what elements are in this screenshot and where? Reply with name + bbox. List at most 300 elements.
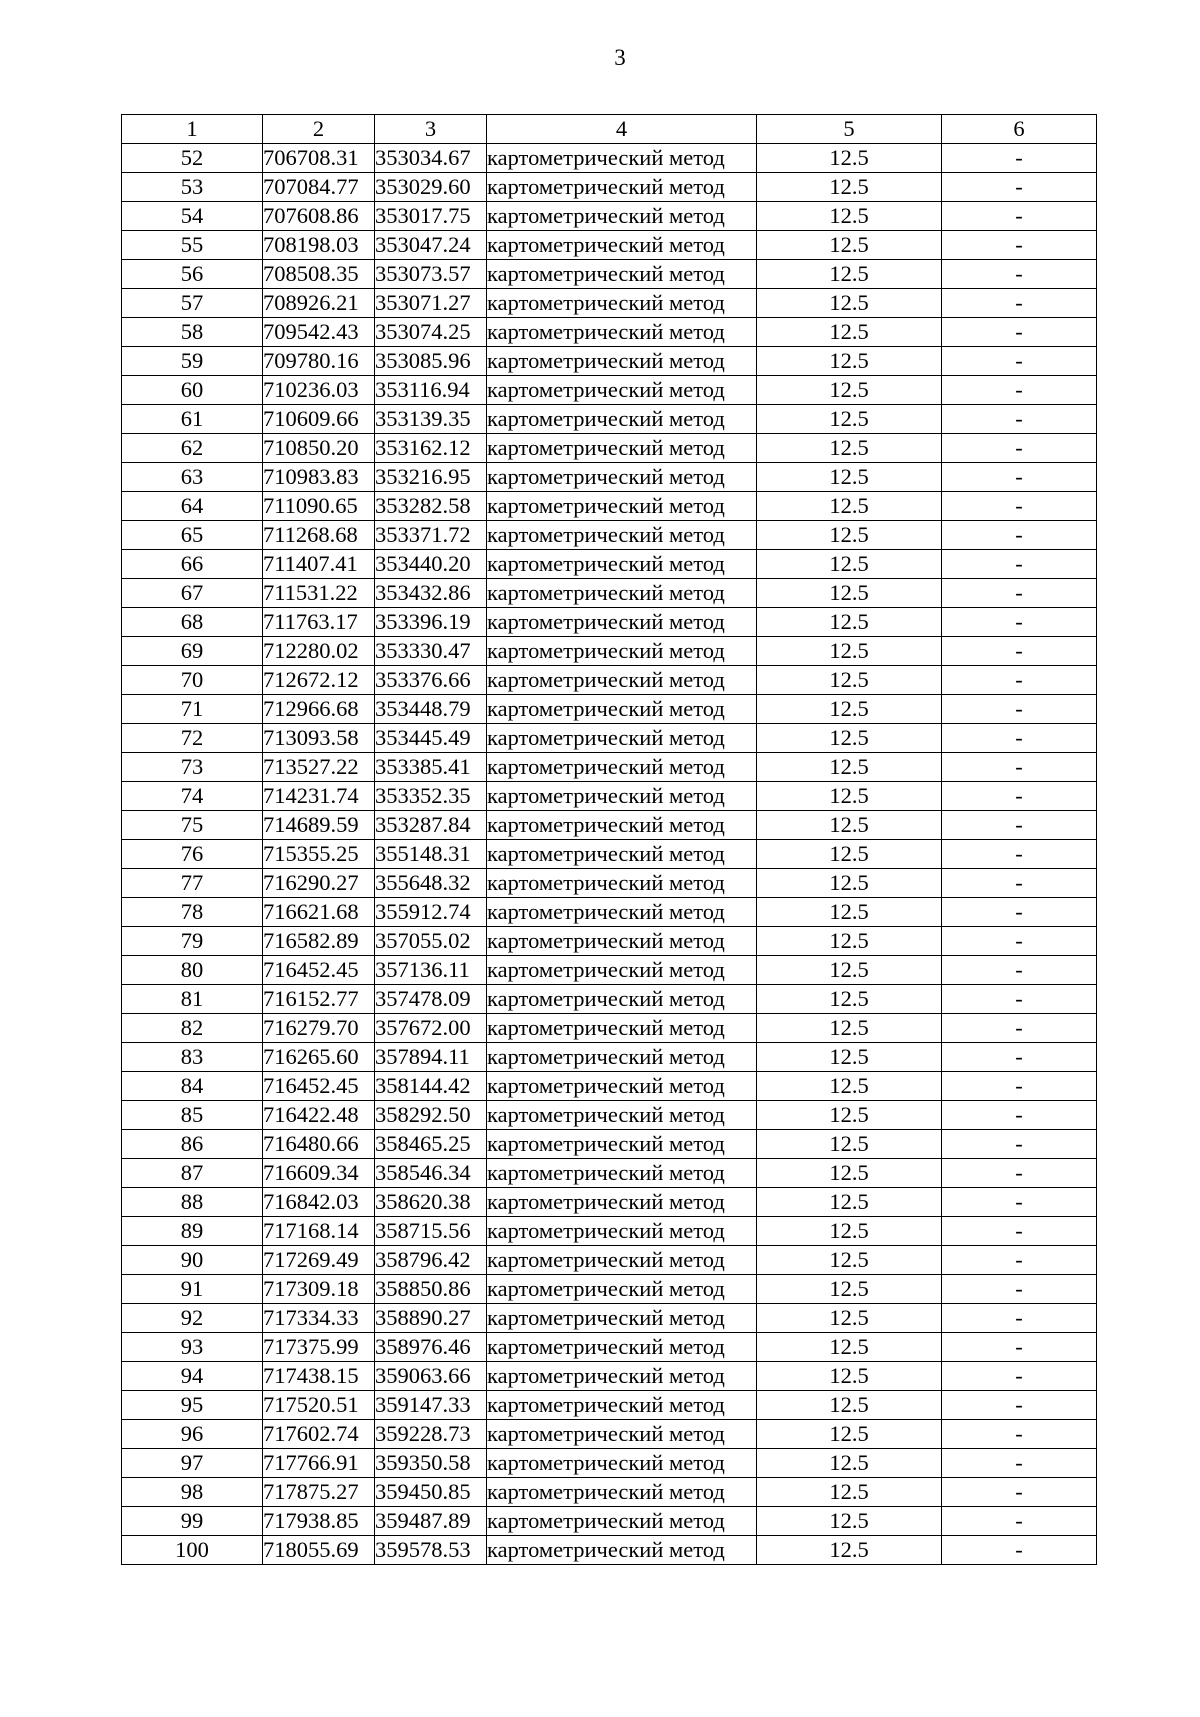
method-cell: картометрический метод <box>487 376 757 405</box>
x-coordinate-cell: 711268.68 <box>263 521 375 550</box>
accuracy-cell: 12.5 <box>757 1159 942 1188</box>
table-row <box>122 840 1097 869</box>
note-cell: - <box>942 1333 1097 1362</box>
accuracy-cell: 12.5 <box>757 782 942 811</box>
y-coordinate-cell: 353017.75 <box>375 202 487 231</box>
x-coordinate-cell: 712672.12 <box>263 666 375 695</box>
accuracy-cell: 12.5 <box>757 1217 942 1246</box>
y-coordinate-cell: 357478.09 <box>375 985 487 1014</box>
y-coordinate-cell: 353139.35 <box>375 405 487 434</box>
y-coordinate-cell: 358796.42 <box>375 1246 487 1275</box>
y-coordinate-cell: 353216.95 <box>375 463 487 492</box>
note-cell: - <box>942 1507 1097 1536</box>
method-cell: картометрический метод <box>487 1478 757 1507</box>
table-row <box>122 260 1097 289</box>
point-number-cell: 75 <box>122 811 263 840</box>
accuracy-cell: 12.5 <box>757 1391 942 1420</box>
x-coordinate-cell: 717269.49 <box>263 1246 375 1275</box>
accuracy-cell: 12.5 <box>757 231 942 260</box>
x-coordinate-cell: 710236.03 <box>263 376 375 405</box>
accuracy-cell: 12.5 <box>757 1188 942 1217</box>
x-coordinate-cell: 714231.74 <box>263 782 375 811</box>
x-coordinate-cell: 714689.59 <box>263 811 375 840</box>
header-cell-4: 4 <box>487 115 757 144</box>
accuracy-cell: 12.5 <box>757 1449 942 1478</box>
table-row <box>122 695 1097 724</box>
table-row <box>122 1014 1097 1043</box>
method-cell: картометрический метод <box>487 753 757 782</box>
method-cell: картометрический метод <box>487 579 757 608</box>
table-row <box>122 1043 1097 1072</box>
y-coordinate-cell: 353073.57 <box>375 260 487 289</box>
x-coordinate-cell: 711407.41 <box>263 550 375 579</box>
y-coordinate-cell: 358850.86 <box>375 1275 487 1304</box>
table-row <box>122 1507 1097 1536</box>
note-cell: - <box>942 1275 1097 1304</box>
x-coordinate-cell: 717375.99 <box>263 1333 375 1362</box>
note-cell: - <box>942 1420 1097 1449</box>
y-coordinate-cell: 359578.53 <box>375 1536 487 1565</box>
method-cell: картометрический метод <box>487 1391 757 1420</box>
note-cell: - <box>942 1043 1097 1072</box>
point-number-cell: 71 <box>122 695 263 724</box>
note-cell: - <box>942 405 1097 434</box>
note-cell: - <box>942 840 1097 869</box>
accuracy-cell: 12.5 <box>757 1043 942 1072</box>
point-number-cell: 73 <box>122 753 263 782</box>
y-coordinate-cell: 353445.49 <box>375 724 487 753</box>
table-row <box>122 1420 1097 1449</box>
x-coordinate-cell: 717766.91 <box>263 1449 375 1478</box>
page-number: 3 <box>614 45 626 70</box>
method-cell: картометрический метод <box>487 492 757 521</box>
method-cell: картометрический метод <box>487 666 757 695</box>
header-cell-6: 6 <box>942 115 1097 144</box>
accuracy-cell: 12.5 <box>757 347 942 376</box>
point-number-cell: 52 <box>122 144 263 173</box>
x-coordinate-cell: 716422.48 <box>263 1101 375 1130</box>
point-number-cell: 82 <box>122 1014 263 1043</box>
table-row <box>122 724 1097 753</box>
point-number-cell: 62 <box>122 434 263 463</box>
accuracy-cell: 12.5 <box>757 869 942 898</box>
point-number-cell: 66 <box>122 550 263 579</box>
note-cell: - <box>942 811 1097 840</box>
accuracy-cell: 12.5 <box>757 956 942 985</box>
x-coordinate-cell: 717938.85 <box>263 1507 375 1536</box>
x-coordinate-cell: 716152.77 <box>263 985 375 1014</box>
point-number-cell: 91 <box>122 1275 263 1304</box>
y-coordinate-cell: 358715.56 <box>375 1217 487 1246</box>
point-number-cell: 54 <box>122 202 263 231</box>
y-coordinate-cell: 353352.35 <box>375 782 487 811</box>
point-number-cell: 85 <box>122 1101 263 1130</box>
table-row <box>122 202 1097 231</box>
table-row <box>122 1072 1097 1101</box>
note-cell: - <box>942 1391 1097 1420</box>
table-row <box>122 869 1097 898</box>
note-cell: - <box>942 521 1097 550</box>
note-cell: - <box>942 144 1097 173</box>
note-cell: - <box>942 1101 1097 1130</box>
y-coordinate-cell: 357136.11 <box>375 956 487 985</box>
y-coordinate-cell: 353282.58 <box>375 492 487 521</box>
point-number-cell: 97 <box>122 1449 263 1478</box>
x-coordinate-cell: 715355.25 <box>263 840 375 869</box>
note-cell: - <box>942 318 1097 347</box>
note-cell: - <box>942 956 1097 985</box>
x-coordinate-cell: 707608.86 <box>263 202 375 231</box>
method-cell: картометрический метод <box>487 1536 757 1565</box>
x-coordinate-cell: 717520.51 <box>263 1391 375 1420</box>
point-number-cell: 55 <box>122 231 263 260</box>
point-number-cell: 56 <box>122 260 263 289</box>
accuracy-cell: 12.5 <box>757 521 942 550</box>
y-coordinate-cell: 355148.31 <box>375 840 487 869</box>
x-coordinate-cell: 708508.35 <box>263 260 375 289</box>
table-row <box>122 144 1097 173</box>
method-cell: картометрический метод <box>487 1304 757 1333</box>
point-number-cell: 77 <box>122 869 263 898</box>
accuracy-cell: 12.5 <box>757 1101 942 1130</box>
table-header <box>122 115 1097 144</box>
x-coordinate-cell: 709542.43 <box>263 318 375 347</box>
point-number-cell: 59 <box>122 347 263 376</box>
y-coordinate-cell: 357894.11 <box>375 1043 487 1072</box>
accuracy-cell: 12.5 <box>757 666 942 695</box>
x-coordinate-cell: 710850.20 <box>263 434 375 463</box>
note-cell: - <box>942 1130 1097 1159</box>
method-cell: картометрический метод <box>487 173 757 202</box>
y-coordinate-cell: 353287.84 <box>375 811 487 840</box>
note-cell: - <box>942 927 1097 956</box>
y-coordinate-cell: 355648.32 <box>375 869 487 898</box>
method-cell: картометрический метод <box>487 550 757 579</box>
table-body <box>122 144 1097 1565</box>
table-row <box>122 434 1097 463</box>
y-coordinate-cell: 358144.42 <box>375 1072 487 1101</box>
method-cell: картометрический метод <box>487 144 757 173</box>
accuracy-cell: 12.5 <box>757 1304 942 1333</box>
method-cell: картометрический метод <box>487 434 757 463</box>
x-coordinate-cell: 713093.58 <box>263 724 375 753</box>
x-coordinate-cell: 708198.03 <box>263 231 375 260</box>
table-row <box>122 608 1097 637</box>
accuracy-cell: 12.5 <box>757 434 942 463</box>
method-cell: картометрический метод <box>487 347 757 376</box>
x-coordinate-cell: 711531.22 <box>263 579 375 608</box>
point-number-cell: 60 <box>122 376 263 405</box>
accuracy-cell: 12.5 <box>757 1536 942 1565</box>
y-coordinate-cell: 358546.34 <box>375 1159 487 1188</box>
point-number-cell: 87 <box>122 1159 263 1188</box>
accuracy-cell: 12.5 <box>757 318 942 347</box>
accuracy-cell: 12.5 <box>757 463 942 492</box>
table-row <box>122 898 1097 927</box>
point-number-cell: 61 <box>122 405 263 434</box>
point-number-cell: 80 <box>122 956 263 985</box>
point-number-cell: 68 <box>122 608 263 637</box>
table-row <box>122 637 1097 666</box>
x-coordinate-cell: 717334.33 <box>263 1304 375 1333</box>
point-number-cell: 81 <box>122 985 263 1014</box>
accuracy-cell: 12.5 <box>757 1507 942 1536</box>
accuracy-cell: 12.5 <box>757 608 942 637</box>
y-coordinate-cell: 359228.73 <box>375 1420 487 1449</box>
method-cell: картометрический метод <box>487 840 757 869</box>
note-cell: - <box>942 782 1097 811</box>
point-number-cell: 74 <box>122 782 263 811</box>
table-row <box>122 1246 1097 1275</box>
header-row <box>122 115 1097 144</box>
y-coordinate-cell: 355912.74 <box>375 898 487 927</box>
x-coordinate-cell: 716480.66 <box>263 1130 375 1159</box>
table-row <box>122 463 1097 492</box>
accuracy-cell: 12.5 <box>757 289 942 318</box>
accuracy-cell: 12.5 <box>757 637 942 666</box>
x-coordinate-cell: 717875.27 <box>263 1478 375 1507</box>
method-cell: картометрический метод <box>487 231 757 260</box>
x-coordinate-cell: 716265.60 <box>263 1043 375 1072</box>
note-cell: - <box>942 1536 1097 1565</box>
point-number-cell: 95 <box>122 1391 263 1420</box>
method-cell: картометрический метод <box>487 956 757 985</box>
y-coordinate-cell: 353376.66 <box>375 666 487 695</box>
point-number-cell: 89 <box>122 1217 263 1246</box>
note-cell: - <box>942 1449 1097 1478</box>
table-row <box>122 231 1097 260</box>
table-row <box>122 376 1097 405</box>
table-row <box>122 318 1097 347</box>
accuracy-cell: 12.5 <box>757 985 942 1014</box>
x-coordinate-cell: 716582.89 <box>263 927 375 956</box>
method-cell: картометрический метод <box>487 289 757 318</box>
accuracy-cell: 12.5 <box>757 927 942 956</box>
method-cell: картометрический метод <box>487 724 757 753</box>
point-number-cell: 65 <box>122 521 263 550</box>
table-row <box>122 1188 1097 1217</box>
method-cell: картометрический метод <box>487 695 757 724</box>
method-cell: картометрический метод <box>487 1072 757 1101</box>
y-coordinate-cell: 357055.02 <box>375 927 487 956</box>
table-row <box>122 579 1097 608</box>
x-coordinate-cell: 710609.66 <box>263 405 375 434</box>
table-row <box>122 405 1097 434</box>
accuracy-cell: 12.5 <box>757 1333 942 1362</box>
method-cell: картометрический метод <box>487 521 757 550</box>
x-coordinate-cell: 712280.02 <box>263 637 375 666</box>
table-row <box>122 782 1097 811</box>
x-coordinate-cell: 712966.68 <box>263 695 375 724</box>
point-number-cell: 90 <box>122 1246 263 1275</box>
accuracy-cell: 12.5 <box>757 840 942 869</box>
table-row <box>122 1304 1097 1333</box>
x-coordinate-cell: 716842.03 <box>263 1188 375 1217</box>
note-cell: - <box>942 376 1097 405</box>
method-cell: картометрический метод <box>487 1275 757 1304</box>
accuracy-cell: 12.5 <box>757 898 942 927</box>
table-row <box>122 289 1097 318</box>
point-number-cell: 58 <box>122 318 263 347</box>
method-cell: картометрический метод <box>487 927 757 956</box>
note-cell: - <box>942 695 1097 724</box>
x-coordinate-cell: 717602.74 <box>263 1420 375 1449</box>
accuracy-cell: 12.5 <box>757 1014 942 1043</box>
note-cell: - <box>942 1246 1097 1275</box>
table-row <box>122 666 1097 695</box>
coordinates-table <box>121 114 1097 1565</box>
x-coordinate-cell: 708926.21 <box>263 289 375 318</box>
table-row <box>122 985 1097 1014</box>
x-coordinate-cell: 711763.17 <box>263 608 375 637</box>
method-cell: картометрический метод <box>487 1420 757 1449</box>
table-row <box>122 521 1097 550</box>
y-coordinate-cell: 353330.47 <box>375 637 487 666</box>
y-coordinate-cell: 359147.33 <box>375 1391 487 1420</box>
method-cell: картометрический метод <box>487 463 757 492</box>
x-coordinate-cell: 718055.69 <box>263 1536 375 1565</box>
table-row <box>122 1217 1097 1246</box>
note-cell: - <box>942 1014 1097 1043</box>
point-number-cell: 72 <box>122 724 263 753</box>
x-coordinate-cell: 713527.22 <box>263 753 375 782</box>
method-cell: картометрический метод <box>487 869 757 898</box>
method-cell: картометрический метод <box>487 1507 757 1536</box>
method-cell: картометрический метод <box>487 1217 757 1246</box>
accuracy-cell: 12.5 <box>757 1478 942 1507</box>
table-row <box>122 1478 1097 1507</box>
table-row <box>122 1391 1097 1420</box>
x-coordinate-cell: 717309.18 <box>263 1275 375 1304</box>
accuracy-cell: 12.5 <box>757 1420 942 1449</box>
note-cell: - <box>942 231 1097 260</box>
y-coordinate-cell: 353448.79 <box>375 695 487 724</box>
point-number-cell: 76 <box>122 840 263 869</box>
x-coordinate-cell: 716452.45 <box>263 1072 375 1101</box>
method-cell: картометрический метод <box>487 1014 757 1043</box>
accuracy-cell: 12.5 <box>757 173 942 202</box>
point-number-cell: 67 <box>122 579 263 608</box>
y-coordinate-cell: 358890.27 <box>375 1304 487 1333</box>
table-row <box>122 1536 1097 1565</box>
x-coordinate-cell: 707084.77 <box>263 173 375 202</box>
x-coordinate-cell: 716290.27 <box>263 869 375 898</box>
accuracy-cell: 12.5 <box>757 260 942 289</box>
table-row <box>122 1275 1097 1304</box>
point-number-cell: 84 <box>122 1072 263 1101</box>
x-coordinate-cell: 709780.16 <box>263 347 375 376</box>
method-cell: картометрический метод <box>487 637 757 666</box>
accuracy-cell: 12.5 <box>757 202 942 231</box>
header-cell-2: 2 <box>263 115 375 144</box>
accuracy-cell: 12.5 <box>757 695 942 724</box>
table-row <box>122 811 1097 840</box>
y-coordinate-cell: 353071.27 <box>375 289 487 318</box>
x-coordinate-cell: 716452.45 <box>263 956 375 985</box>
table-row <box>122 347 1097 376</box>
point-number-cell: 70 <box>122 666 263 695</box>
accuracy-cell: 12.5 <box>757 550 942 579</box>
accuracy-cell: 12.5 <box>757 1246 942 1275</box>
method-cell: картометрический метод <box>487 405 757 434</box>
point-number-cell: 63 <box>122 463 263 492</box>
method-cell: картометрический метод <box>487 1101 757 1130</box>
table-row <box>122 956 1097 985</box>
y-coordinate-cell: 353371.72 <box>375 521 487 550</box>
y-coordinate-cell: 353074.25 <box>375 318 487 347</box>
y-coordinate-cell: 359063.66 <box>375 1362 487 1391</box>
note-cell: - <box>942 260 1097 289</box>
table-row <box>122 550 1097 579</box>
y-coordinate-cell: 358465.25 <box>375 1130 487 1159</box>
note-cell: - <box>942 1188 1097 1217</box>
note-cell: - <box>942 666 1097 695</box>
x-coordinate-cell: 716279.70 <box>263 1014 375 1043</box>
y-coordinate-cell: 353396.19 <box>375 608 487 637</box>
y-coordinate-cell: 359350.58 <box>375 1449 487 1478</box>
x-coordinate-cell: 716609.34 <box>263 1159 375 1188</box>
point-number-cell: 57 <box>122 289 263 318</box>
x-coordinate-cell: 710983.83 <box>263 463 375 492</box>
note-cell: - <box>942 289 1097 318</box>
method-cell: картометрический метод <box>487 1159 757 1188</box>
y-coordinate-cell: 359487.89 <box>375 1507 487 1536</box>
y-coordinate-cell: 353116.94 <box>375 376 487 405</box>
table-row <box>122 1449 1097 1478</box>
accuracy-cell: 12.5 <box>757 1072 942 1101</box>
accuracy-cell: 12.5 <box>757 144 942 173</box>
table-row <box>122 492 1097 521</box>
method-cell: картометрический метод <box>487 1188 757 1217</box>
point-number-cell: 96 <box>122 1420 263 1449</box>
point-number-cell: 92 <box>122 1304 263 1333</box>
accuracy-cell: 12.5 <box>757 492 942 521</box>
note-cell: - <box>942 1159 1097 1188</box>
method-cell: картометрический метод <box>487 608 757 637</box>
method-cell: картометрический метод <box>487 318 757 347</box>
note-cell: - <box>942 1362 1097 1391</box>
x-coordinate-cell: 716621.68 <box>263 898 375 927</box>
y-coordinate-cell: 353085.96 <box>375 347 487 376</box>
method-cell: картометрический метод <box>487 260 757 289</box>
note-cell: - <box>942 724 1097 753</box>
point-number-cell: 98 <box>122 1478 263 1507</box>
point-number-cell: 53 <box>122 173 263 202</box>
y-coordinate-cell: 358292.50 <box>375 1101 487 1130</box>
accuracy-cell: 12.5 <box>757 811 942 840</box>
method-cell: картометрический метод <box>487 1043 757 1072</box>
accuracy-cell: 12.5 <box>757 579 942 608</box>
accuracy-cell: 12.5 <box>757 1275 942 1304</box>
point-number-cell: 64 <box>122 492 263 521</box>
table-row <box>122 1101 1097 1130</box>
note-cell: - <box>942 869 1097 898</box>
note-cell: - <box>942 492 1097 521</box>
method-cell: картометрический метод <box>487 898 757 927</box>
point-number-cell: 86 <box>122 1130 263 1159</box>
table-row <box>122 1362 1097 1391</box>
method-cell: картометрический метод <box>487 782 757 811</box>
point-number-cell: 69 <box>122 637 263 666</box>
table-row <box>122 1333 1097 1362</box>
accuracy-cell: 12.5 <box>757 405 942 434</box>
point-number-cell: 78 <box>122 898 263 927</box>
point-number-cell: 99 <box>122 1507 263 1536</box>
method-cell: картометрический метод <box>487 1130 757 1159</box>
table-row <box>122 753 1097 782</box>
point-number-cell: 93 <box>122 1333 263 1362</box>
y-coordinate-cell: 353385.41 <box>375 753 487 782</box>
